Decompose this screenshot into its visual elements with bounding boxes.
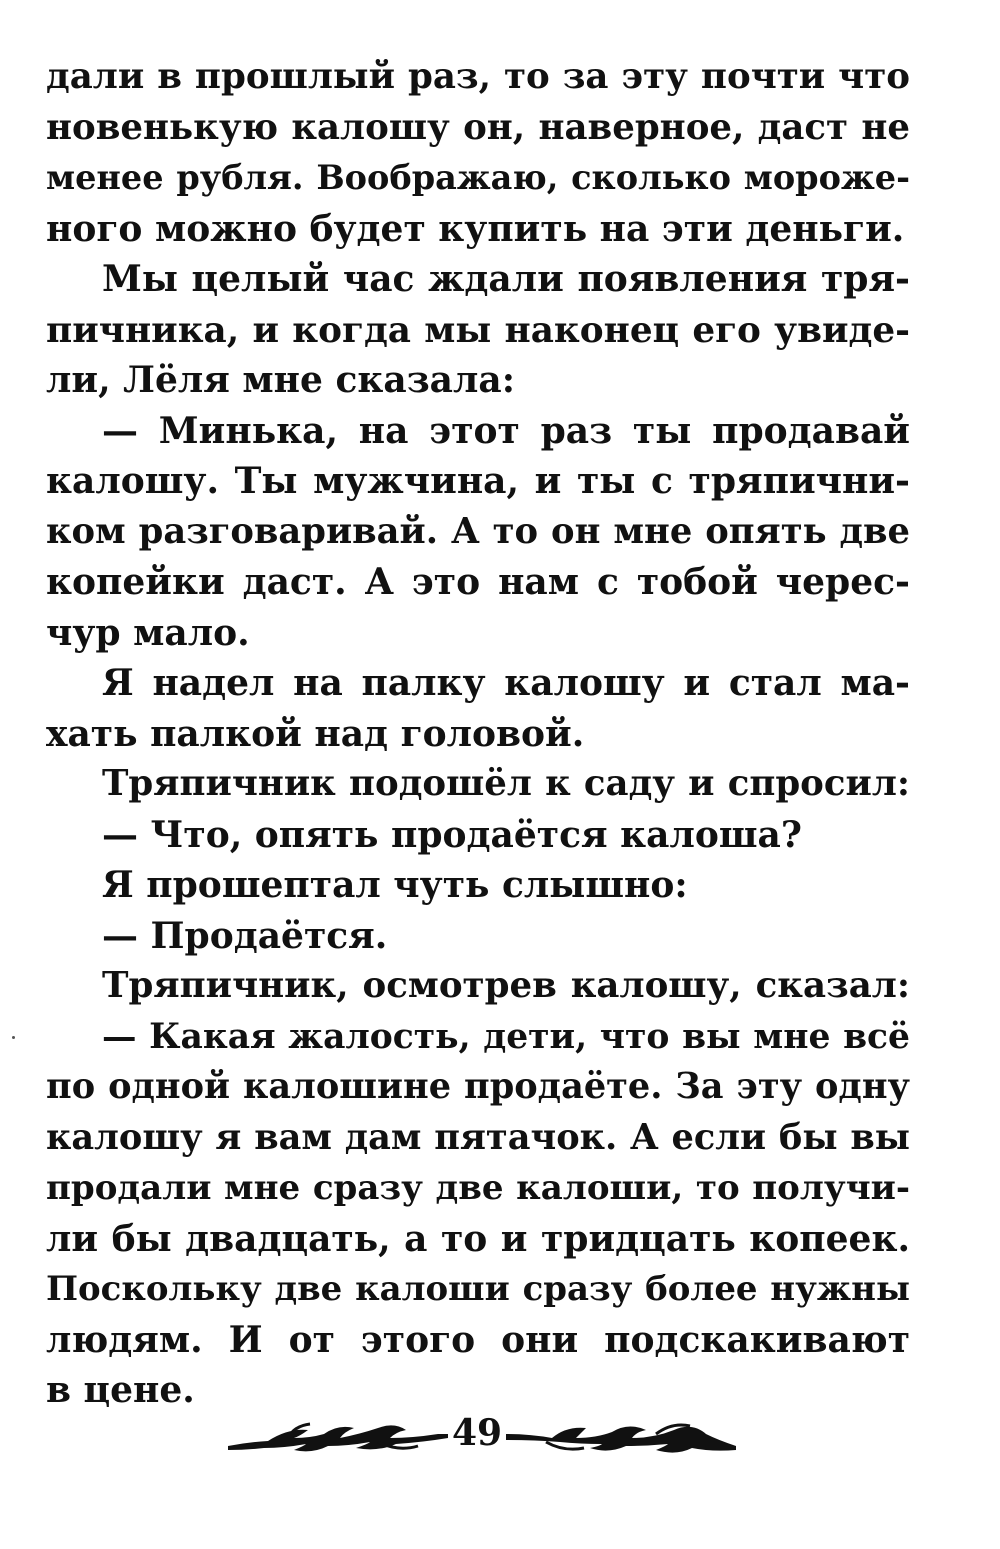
- text-line: в цене.: [46, 1369, 195, 1411]
- text-line: по одной калошине продаёте. За эту одну: [46, 1066, 910, 1107]
- text-line: Тряпичник подошёл к саду и спросил:: [102, 763, 910, 804]
- text-line: продали мне сразу две калоши, то получи-: [46, 1168, 910, 1208]
- body-text: [46, 52, 910, 1416]
- text-line: новенькую калошу он, наверное, даст не: [46, 106, 910, 148]
- text-line: ли, Лёля мне сказала:: [46, 359, 516, 401]
- text-line: пичника, и когда мы наконец его увиде-: [46, 308, 910, 351]
- right-ornament-icon: [506, 1408, 736, 1468]
- page-footer: [0, 1408, 1000, 1468]
- text-line: — Продаётся.: [102, 914, 388, 957]
- text-line: калошу. Ты мужчина, и ты с тряпични-: [46, 460, 910, 502]
- page-number: 49: [451, 1412, 503, 1454]
- text-line: Поскольку две калоши сразу более нужны: [46, 1269, 910, 1309]
- text-line: менее рубля. Воображаю, сколько мороже-: [46, 158, 910, 197]
- text-line: — Что, опять продаётся калоша?: [102, 813, 802, 856]
- text-line: ли бы двадцать, а то и тридцать копеек.: [46, 1217, 910, 1260]
- text-line: калошу я вам дам пятачок. А если бы вы: [46, 1116, 910, 1158]
- text-line: хать палкой над головой.: [46, 712, 585, 755]
- text-line: Я надел на палку калошу и стал ма-: [102, 662, 910, 704]
- text-line: — Минька, на этот раз ты продавай: [102, 409, 910, 452]
- text-line: копейки даст. А это нам с тобой черес-: [46, 561, 910, 603]
- text-line: людям. И от этого они подскакивают: [46, 1318, 910, 1361]
- text-line: дали в прошлый раз, то за эту почти что: [46, 56, 910, 97]
- print-speck: [12, 1036, 15, 1039]
- text-line: — Какая жалость, дети, что вы мне всё: [102, 1016, 910, 1057]
- text-line: Я прошептал чуть слышно:: [102, 864, 688, 906]
- text-line: ного можно будет купить на эти деньги.: [46, 207, 905, 250]
- text-line: Мы целый час ждали появления тря-: [102, 258, 910, 300]
- text-line: Тряпичник, осмотрев калошу, сказал:: [102, 965, 910, 1006]
- left-ornament-icon: [228, 1408, 448, 1468]
- text-line: ком разговаривай. А то он мне опять две: [46, 510, 910, 552]
- text-line: чур мало.: [46, 611, 250, 654]
